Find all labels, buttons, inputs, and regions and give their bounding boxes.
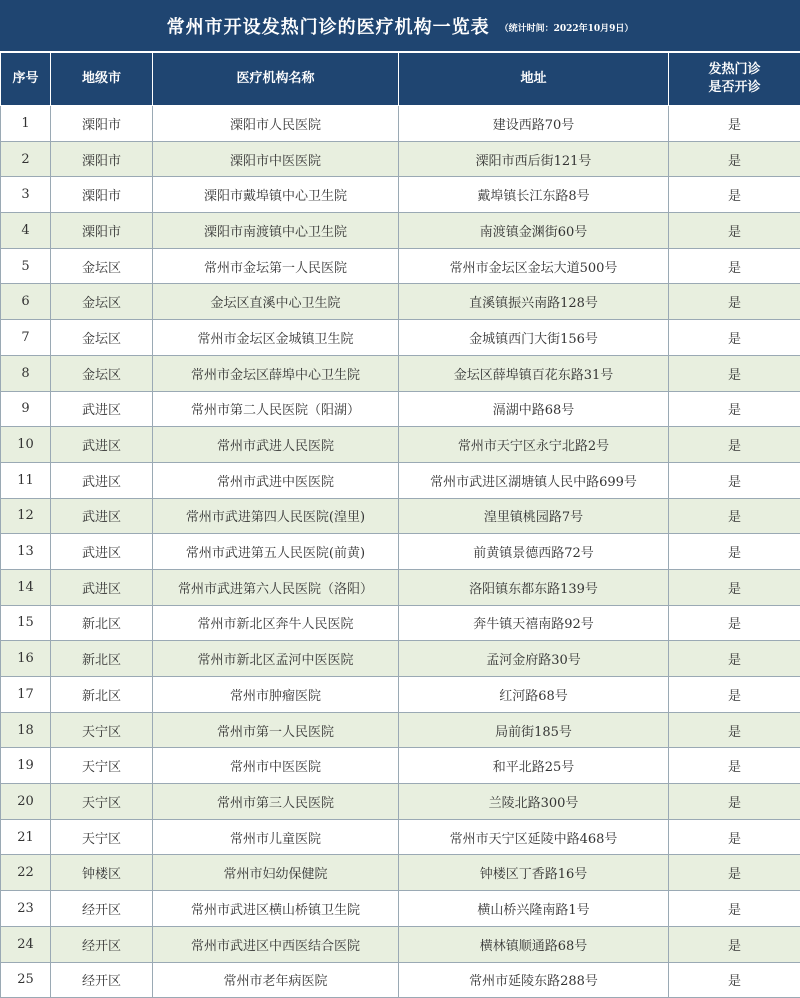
header-index: 序号	[1, 53, 51, 106]
cell-fever-clinic-open: 是	[669, 712, 800, 748]
cell-institution-name: 溧阳市戴埠镇中心卫生院	[153, 177, 399, 213]
cell-institution-name: 常州市武进人民医院	[153, 427, 399, 463]
table-row	[1, 784, 800, 820]
cell-address: 和平北路25号	[399, 748, 669, 784]
cell-index: 20	[1, 784, 51, 820]
statistics-date-note: （统计时间：2022年10月9日）	[500, 21, 634, 34]
cell-institution-name: 常州市老年病医院	[153, 962, 399, 998]
cell-index: 10	[1, 427, 51, 463]
table-row	[1, 926, 800, 962]
table-row	[1, 355, 800, 391]
cell-address: 红河路68号	[399, 677, 669, 713]
cell-fever-clinic-open: 是	[669, 248, 800, 284]
cell-fever-clinic-open: 是	[669, 355, 800, 391]
table-row	[1, 427, 800, 463]
cell-fever-clinic-open: 是	[669, 284, 800, 320]
cell-index: 16	[1, 641, 51, 677]
cell-institution-name: 常州市武进第四人民医院(湟里)	[153, 498, 399, 534]
cell-district: 经开区	[51, 962, 153, 998]
table-header	[1, 53, 800, 106]
cell-fever-clinic-open: 是	[669, 819, 800, 855]
cell-address: 戴埠镇长江东路8号	[399, 177, 669, 213]
table-row	[1, 891, 800, 927]
cell-district: 天宁区	[51, 748, 153, 784]
table-row	[1, 677, 800, 713]
cell-district: 溧阳市	[51, 177, 153, 213]
cell-district: 钟楼区	[51, 855, 153, 891]
institution-table	[0, 52, 800, 998]
cell-district: 天宁区	[51, 819, 153, 855]
cell-address: 常州市武进区湖塘镇人民中路699号	[399, 462, 669, 498]
table-row	[1, 855, 800, 891]
cell-index: 2	[1, 141, 51, 177]
cell-district: 新北区	[51, 605, 153, 641]
cell-institution-name: 常州市武进第五人民医院(前黄)	[153, 534, 399, 570]
cell-address: 兰陵北路300号	[399, 784, 669, 820]
cell-index: 3	[1, 177, 51, 213]
cell-address: 溧阳市西后街121号	[399, 141, 669, 177]
cell-district: 新北区	[51, 677, 153, 713]
cell-index: 14	[1, 569, 51, 605]
cell-district: 天宁区	[51, 784, 153, 820]
cell-district: 溧阳市	[51, 106, 153, 142]
table-row	[1, 534, 800, 570]
header-row	[1, 53, 800, 106]
cell-address: 建设西路70号	[399, 106, 669, 142]
cell-address: 孟河金府路30号	[399, 641, 669, 677]
table-row	[1, 213, 800, 249]
cell-index: 8	[1, 355, 51, 391]
cell-address: 金城镇西门大街156号	[399, 320, 669, 356]
cell-institution-name: 溧阳市人民医院	[153, 106, 399, 142]
cell-institution-name: 常州市儿童医院	[153, 819, 399, 855]
cell-address: 直溪镇振兴南路128号	[399, 284, 669, 320]
table-row	[1, 819, 800, 855]
cell-district: 溧阳市	[51, 141, 153, 177]
cell-fever-clinic-open: 是	[669, 677, 800, 713]
table-row	[1, 320, 800, 356]
cell-fever-clinic-open: 是	[669, 177, 800, 213]
cell-address: 常州市天宁区永宁北路2号	[399, 427, 669, 463]
cell-index: 15	[1, 605, 51, 641]
cell-institution-name: 常州市金坛区金城镇卫生院	[153, 320, 399, 356]
cell-district: 新北区	[51, 641, 153, 677]
table-row	[1, 248, 800, 284]
table-body	[1, 106, 800, 998]
cell-fever-clinic-open: 是	[669, 926, 800, 962]
table-row	[1, 748, 800, 784]
cell-index: 23	[1, 891, 51, 927]
cell-address: 横林镇顺通路68号	[399, 926, 669, 962]
cell-institution-name: 常州市武进中医医院	[153, 462, 399, 498]
table-row	[1, 177, 800, 213]
table-row	[1, 569, 800, 605]
table-row	[1, 712, 800, 748]
cell-address: 洛阳镇东都东路139号	[399, 569, 669, 605]
table-row	[1, 498, 800, 534]
cell-district: 经开区	[51, 891, 153, 927]
cell-institution-name: 常州市妇幼保健院	[153, 855, 399, 891]
cell-address: 南渡镇金渊街60号	[399, 213, 669, 249]
cell-fever-clinic-open: 是	[669, 784, 800, 820]
cell-fever-clinic-open: 是	[669, 855, 800, 891]
cell-index: 21	[1, 819, 51, 855]
cell-fever-clinic-open: 是	[669, 391, 800, 427]
cell-institution-name: 常州市武进第六人民医院（洛阳）	[153, 569, 399, 605]
cell-institution-name: 常州市第一人民医院	[153, 712, 399, 748]
cell-district: 武进区	[51, 427, 153, 463]
cell-index: 4	[1, 213, 51, 249]
cell-index: 24	[1, 926, 51, 962]
table-row	[1, 605, 800, 641]
cell-address: 常州市天宁区延陵中路468号	[399, 819, 669, 855]
cell-address: 横山桥兴隆南路1号	[399, 891, 669, 927]
cell-district: 经开区	[51, 926, 153, 962]
cell-district: 金坛区	[51, 248, 153, 284]
cell-fever-clinic-open: 是	[669, 641, 800, 677]
cell-fever-clinic-open: 是	[669, 213, 800, 249]
cell-district: 金坛区	[51, 355, 153, 391]
cell-institution-name: 常州市第二人民医院（阳湖）	[153, 391, 399, 427]
cell-index: 7	[1, 320, 51, 356]
cell-fever-clinic-open: 是	[669, 498, 800, 534]
table-row	[1, 141, 800, 177]
cell-district: 武进区	[51, 391, 153, 427]
cell-fever-clinic-open: 是	[669, 462, 800, 498]
cell-index: 9	[1, 391, 51, 427]
cell-fever-clinic-open: 是	[669, 891, 800, 927]
cell-index: 12	[1, 498, 51, 534]
cell-institution-name: 常州市金坛区薛埠中心卫生院	[153, 355, 399, 391]
header-institution: 医疗机构名称	[153, 53, 399, 106]
header-fever-clinic-line2: 是否开诊	[669, 79, 800, 97]
cell-address: 局前街185号	[399, 712, 669, 748]
cell-address: 前黄镇景德西路72号	[399, 534, 669, 570]
table-row	[1, 962, 800, 998]
cell-fever-clinic-open: 是	[669, 106, 800, 142]
cell-index: 22	[1, 855, 51, 891]
cell-address: 滆湖中路68号	[399, 391, 669, 427]
table-row	[1, 106, 800, 142]
cell-district: 武进区	[51, 462, 153, 498]
page-title: 常州市开设发热门诊的医疗机构一览表	[167, 13, 490, 39]
cell-district: 武进区	[51, 534, 153, 570]
cell-institution-name: 常州市肿瘤医院	[153, 677, 399, 713]
cell-institution-name: 常州市中医医院	[153, 748, 399, 784]
cell-district: 天宁区	[51, 712, 153, 748]
cell-address: 常州市延陵东路288号	[399, 962, 669, 998]
cell-district: 金坛区	[51, 320, 153, 356]
table-row	[1, 641, 800, 677]
cell-index: 25	[1, 962, 51, 998]
header-fever-clinic	[669, 53, 800, 106]
cell-index: 18	[1, 712, 51, 748]
cell-address: 钟楼区丁香路16号	[399, 855, 669, 891]
cell-address: 奔牛镇天禧南路92号	[399, 605, 669, 641]
cell-fever-clinic-open: 是	[669, 320, 800, 356]
table-row	[1, 284, 800, 320]
cell-institution-name: 常州市武进区横山桥镇卫生院	[153, 891, 399, 927]
cell-index: 17	[1, 677, 51, 713]
table-row	[1, 391, 800, 427]
header-address: 地址	[399, 53, 669, 106]
cell-institution-name: 常州市新北区奔牛人民医院	[153, 605, 399, 641]
cell-fever-clinic-open: 是	[669, 748, 800, 784]
cell-district: 溧阳市	[51, 213, 153, 249]
cell-index: 5	[1, 248, 51, 284]
cell-index: 1	[1, 106, 51, 142]
cell-address: 常州市金坛区金坛大道500号	[399, 248, 669, 284]
header-fever-clinic-line1: 发热门诊	[669, 61, 800, 79]
table-row	[1, 462, 800, 498]
cell-institution-name: 常州市第三人民医院	[153, 784, 399, 820]
cell-institution-name: 溧阳市南渡镇中心卫生院	[153, 213, 399, 249]
cell-fever-clinic-open: 是	[669, 427, 800, 463]
header-district: 地级市	[51, 53, 153, 106]
cell-district: 金坛区	[51, 284, 153, 320]
cell-district: 武进区	[51, 569, 153, 605]
cell-index: 13	[1, 534, 51, 570]
cell-institution-name: 常州市武进区中西医结合医院	[153, 926, 399, 962]
cell-institution-name: 常州市新北区孟河中医医院	[153, 641, 399, 677]
cell-fever-clinic-open: 是	[669, 141, 800, 177]
cell-address: 湟里镇桃园路7号	[399, 498, 669, 534]
cell-index: 19	[1, 748, 51, 784]
cell-institution-name: 溧阳市中医医院	[153, 141, 399, 177]
cell-institution-name: 常州市金坛第一人民医院	[153, 248, 399, 284]
cell-address: 金坛区薛埠镇百花东路31号	[399, 355, 669, 391]
cell-fever-clinic-open: 是	[669, 569, 800, 605]
cell-fever-clinic-open: 是	[669, 962, 800, 998]
cell-index: 6	[1, 284, 51, 320]
cell-district: 武进区	[51, 498, 153, 534]
cell-fever-clinic-open: 是	[669, 605, 800, 641]
cell-institution-name: 金坛区直溪中心卫生院	[153, 284, 399, 320]
cell-index: 11	[1, 462, 51, 498]
title-bar	[0, 0, 800, 52]
cell-fever-clinic-open: 是	[669, 534, 800, 570]
